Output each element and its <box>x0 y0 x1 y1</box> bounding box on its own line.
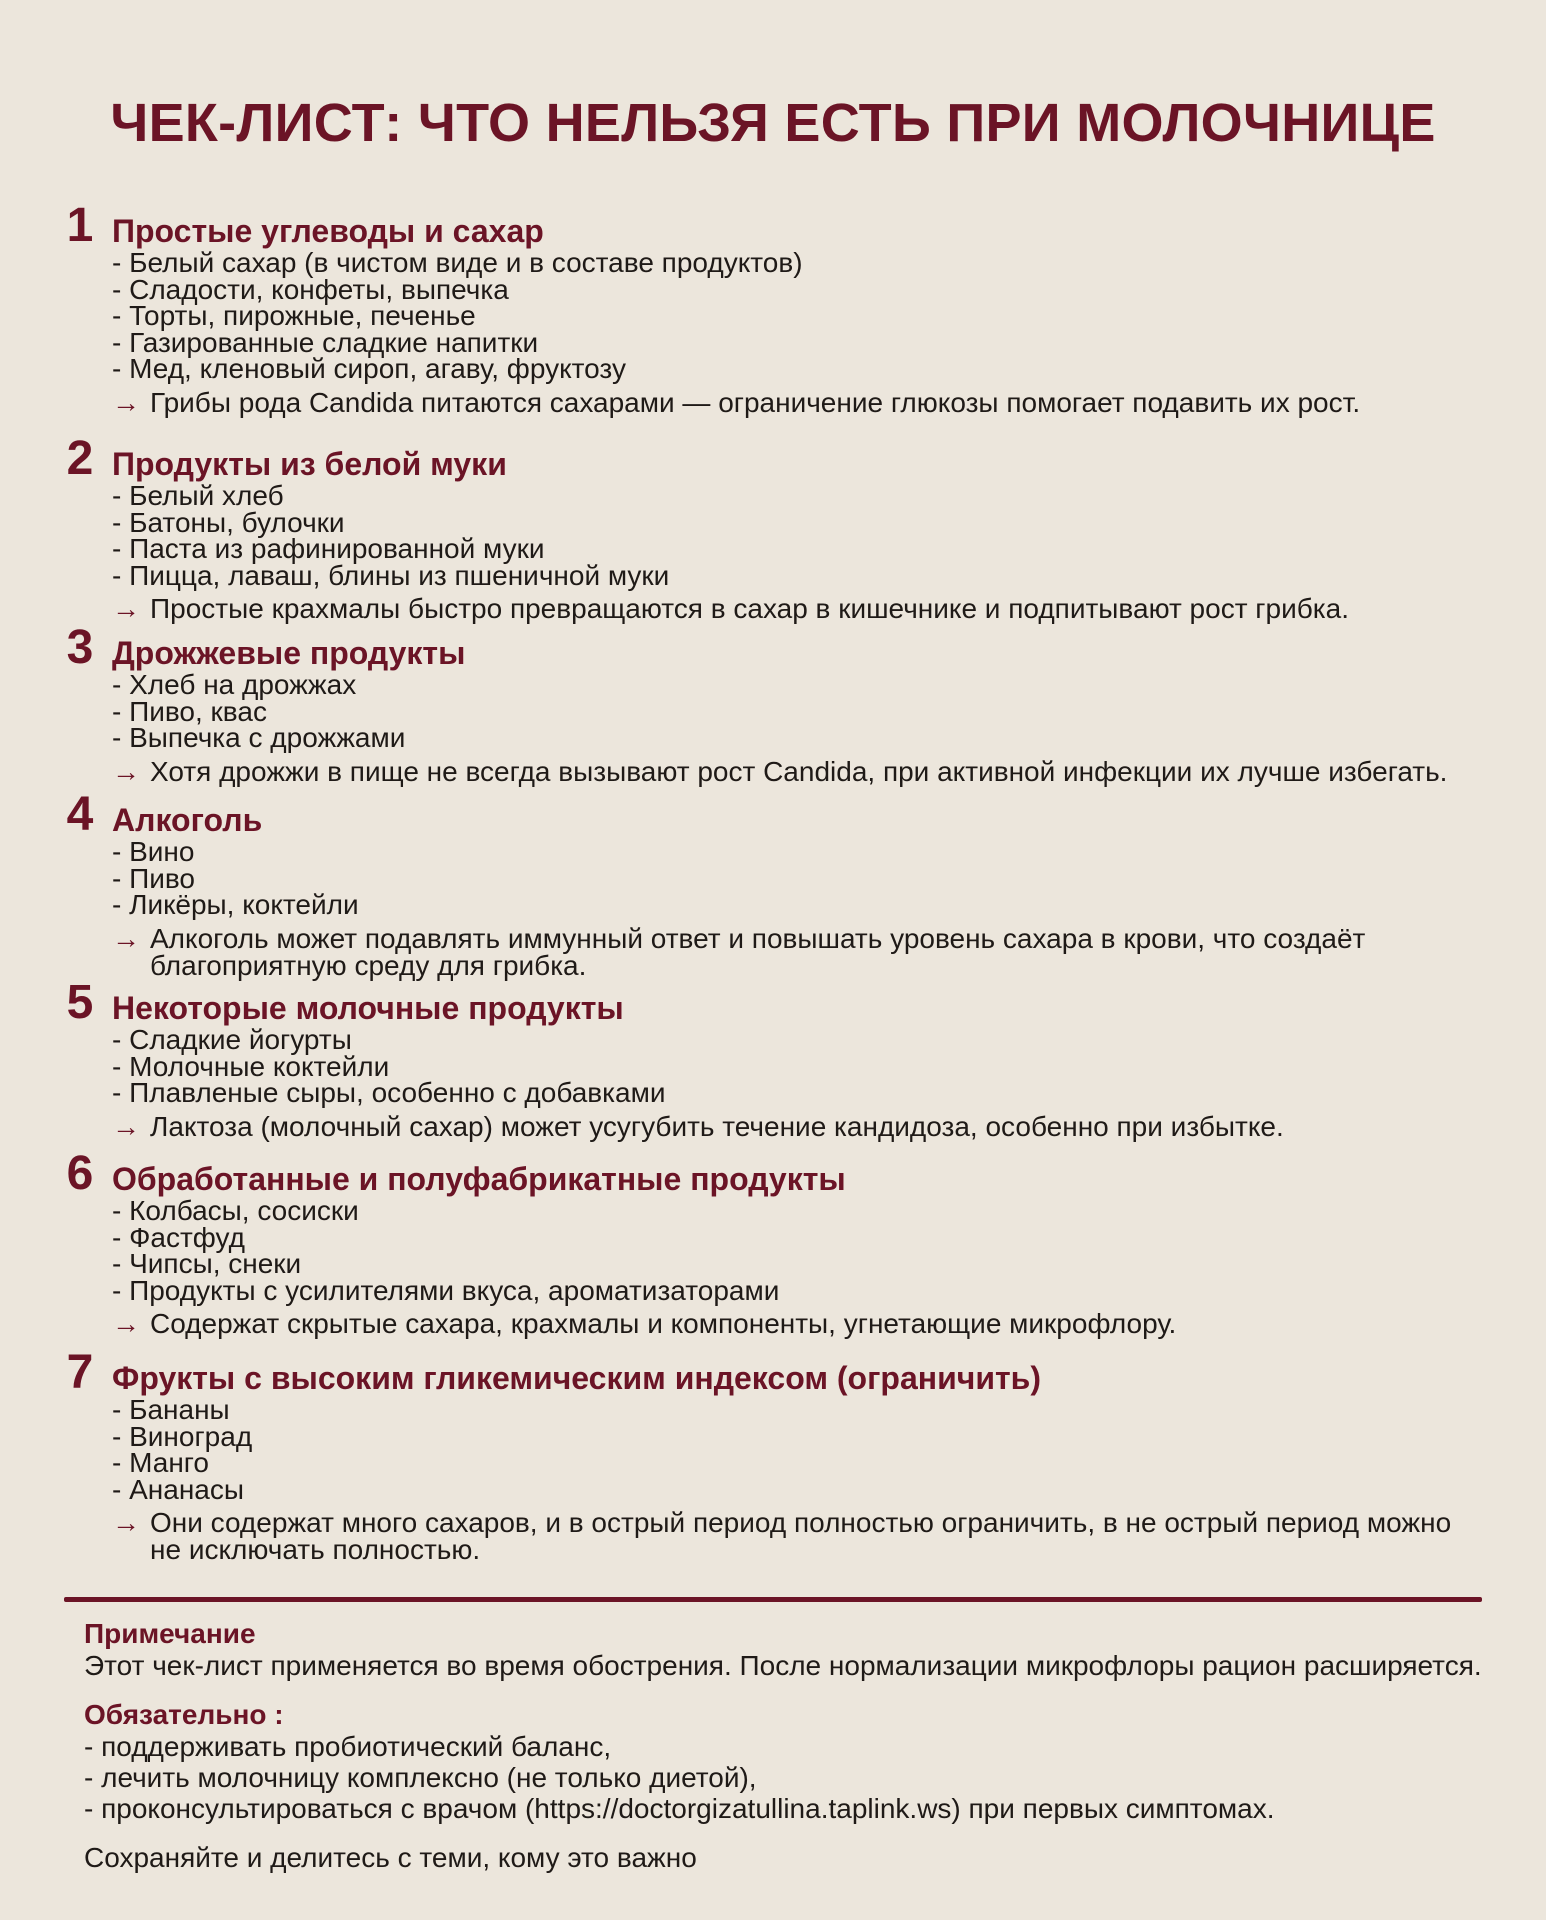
list-item: - Паста из рафинированной муки <box>112 533 545 564</box>
section-1 <box>60 199 1500 445</box>
page-title: ЧЕК-ЛИСТ: ЧТО НЕЛЬЗЯ ЕСТЬ ПРИ МОЛОЧНИЦЕ <box>110 93 1436 153</box>
section-number: 2 <box>66 432 94 485</box>
list-item: - Торты, пирожные, печенье <box>112 300 476 331</box>
list-item: - Фастфуд <box>112 1221 245 1253</box>
section-number: 1 <box>66 199 94 252</box>
list-item: - Плавленые сыры, особенно с добавками <box>112 1077 666 1108</box>
note-text: Содержат скрытые сахара, крахмалы и компоненты, угнетающие микрофлору. <box>150 1308 1177 1339</box>
section-number: 4 <box>66 788 94 841</box>
section-note <box>112 386 1500 418</box>
required-item: - лечить молочницу комплексно (не только диетой), <box>84 1762 757 1793</box>
list-item: - Продукты с усилителями вкуса, ароматизаторами <box>112 1274 780 1306</box>
section-note <box>112 1509 1500 1563</box>
section-items <box>112 836 1500 920</box>
list-item: - Бананы <box>112 1394 230 1425</box>
note-heading: Примечание <box>84 1618 256 1649</box>
section-2 <box>60 432 1500 634</box>
section-number: 5 <box>66 976 94 1029</box>
section-title: Дрожжевые продукты <box>112 635 466 671</box>
list-item: - Виноград <box>112 1420 253 1452</box>
section-items <box>112 1024 1500 1108</box>
list-item: - Вино <box>112 836 195 867</box>
section-number: 3 <box>66 621 94 674</box>
section-items <box>112 1195 1500 1306</box>
required-item: - проконсультироваться с врачом (https://doctorgizatullina.taplink.ws) при первых симптомах. <box>84 1793 1275 1824</box>
required-item: - поддерживать пробиотический баланс, <box>84 1731 612 1762</box>
note-text: Хотя дрожжи в пище не всегда вызывают рост Candida, при активной инфекции их лучше избегать. <box>150 755 1448 787</box>
section-note <box>112 1110 1500 1142</box>
arrow-right-icon: → <box>112 922 140 954</box>
section-title: Некоторые молочные продукты <box>112 990 624 1026</box>
list-item: - Пиво <box>112 862 196 894</box>
section-title: Алкоголь <box>112 802 263 838</box>
section-5 <box>60 976 1500 1160</box>
list-item: - Манго <box>112 1447 209 1478</box>
arrow-right-icon: → <box>112 386 140 418</box>
section-6 <box>60 1147 1500 1359</box>
list-item: - Колбасы, сосиски <box>112 1195 359 1226</box>
list-item: - Сладости, конфеты, выпечка <box>112 273 509 305</box>
section-note <box>112 922 1500 981</box>
list-item: - Белый хлеб <box>112 480 284 511</box>
list-item: - Хлеб на дрожжах <box>112 669 357 700</box>
arrow-right-icon: → <box>112 1507 140 1538</box>
section-items <box>112 480 1500 591</box>
list-item: - Ананасы <box>112 1473 244 1505</box>
list-item: - Белый сахар (в чистом виде и в составе продуктов) <box>112 247 803 278</box>
section-items <box>112 669 1500 753</box>
list-item: - Пицца, лаваш, блины из пшеничной муки <box>112 559 670 591</box>
section-title: Фрукты с высоким гликемическим индексом (ограничить) <box>112 1360 1041 1396</box>
section-number: 7 <box>66 1346 94 1399</box>
section-title: Продукты из белой муки <box>112 446 507 482</box>
list-item: - Выпечка с дрожжами <box>112 722 406 753</box>
divider <box>64 1597 1482 1602</box>
sections-list <box>60 199 1500 1565</box>
list-item: - Молочные коктейли <box>112 1050 390 1082</box>
section-title: Обработанные и полуфабрикатные продукты <box>112 1161 846 1197</box>
section-note <box>112 755 1500 787</box>
required-heading: Обязательно : <box>84 1699 284 1730</box>
section-3 <box>60 621 1500 801</box>
arrow-right-icon: → <box>112 755 140 787</box>
section-items <box>112 247 1500 384</box>
arrow-right-icon: → <box>112 1308 140 1339</box>
note-text: Грибы рода Candida питаются сахарами — ограничение глюкозы помогает подавить их рост. <box>150 386 1361 418</box>
note-text: Простые крахмалы быстро превращаются в сахар в кишечнике и подпитывают рост грибка. <box>150 593 1349 624</box>
section-note <box>112 1310 1500 1337</box>
list-item: - Сладкие йогурты <box>112 1024 352 1055</box>
section-note <box>112 595 1500 622</box>
list-item: - Батоны, булочки <box>112 506 345 538</box>
footer <box>84 1618 1484 1873</box>
section-7 <box>60 1346 1500 1565</box>
list-item: - Мед, кленовый сироп, агаву, фруктозу <box>112 353 626 384</box>
arrow-right-icon: → <box>112 1110 140 1142</box>
closing-text: Сохраняйте и делитесь с теми, кому это важно <box>84 1842 697 1873</box>
note-text: Лактоза (молочный сахар) может усугубить течение кандидоза, особенно при избытке. <box>150 1110 1284 1142</box>
section-number: 6 <box>66 1147 94 1200</box>
note-paragraph: Этот чек-лист применяется во время обострения. После нормализации микрофлоры рацион расширяется. <box>84 1650 1482 1681</box>
note-text: Алкоголь может подавлять иммунный ответ и повышать уровень сахара в крови, что создаёт благоприятную среду для грибка. <box>150 922 1366 981</box>
note-text: Они содержат много сахаров, и в острый период полностью ограничить, в не острый период можно не исключать полностью. <box>150 1507 1452 1565</box>
list-item: - Ликёры, коктейли <box>112 889 359 920</box>
list-item: - Пиво, квас <box>112 695 267 727</box>
list-item: - Газированные сладкие напитки <box>112 326 539 358</box>
section-4 <box>60 788 1500 989</box>
arrow-right-icon: → <box>112 593 140 624</box>
section-items <box>112 1394 1500 1505</box>
section-title: Простые углеводы и сахар <box>112 213 544 249</box>
list-item: - Чипсы, снеки <box>112 1248 302 1279</box>
